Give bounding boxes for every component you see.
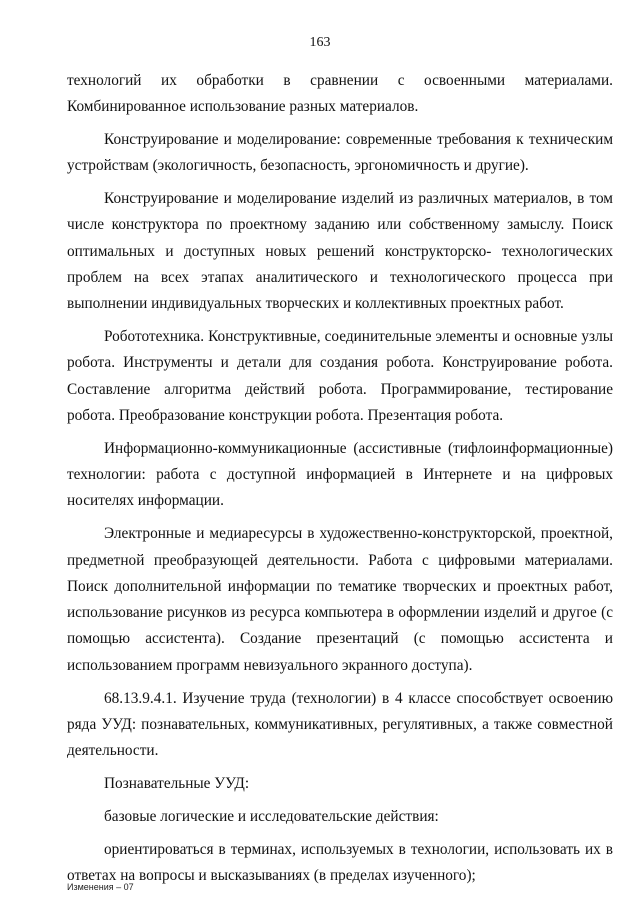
paragraph-basic-logical-actions: базовые логические и исследовательские действия: [104,807,439,825]
footer-note: Изменения – 07 [67,882,134,892]
paragraph-cognitive-uud: Познавательные УУД: [104,774,250,792]
paragraph-section-68-13-9-4-1: 68.13.9.4.1. Изучение труда (технологии) в 4 классе способствует освоению ряда УУД: познавательных, коммуникативных, регулятивных, а также совместной деятельности. [67,689,613,760]
paragraph-ict: Информационно-коммуникационные (ассистивные (тифлоинформационные) технологии: работа с доступной информацией в Интернете и на цифровых носителях информации. [67,439,613,510]
document-body [67,68,613,896]
paragraph-design-modeling: Конструирование и моделирование изделий из различных материалов, в том числе конструктора по проектному заданию или собственному замыслу. Поиск оптимальных и доступных новых решений конструкторско- технологических проблем на всех этапах аналитического и технологического процесса при выполнении индивидуальных творческих и коллективных проектных работ. [67,190,613,313]
paragraph-robotics: Робототехника. Конструктивные, соединительные элементы и основные узлы робота. Инструменты и детали для создания робота. Конструирование робота. Составление алгоритма действий робота. Программирование, тестирование робота. Преобразование конструкции робота. Презентация робота. [67,328,613,425]
paragraph-media-resources: Электронные и медиаресурсы в художественно-конструкторской, проектной, предметной преобразующей деятельности. Работа с цифровыми материалами. Поиск дополнительной информации по тематике творческих и проектных работ, использование рисунков из ресурса компьютера в оформлении изделий и другое (с помощью ассистента). Создание презентаций (с помощью ассистента и использованием программ невизуального экранного доступа). [67,525,613,674]
paragraph-terms-orientation: ориентироваться в терминах, используемых в технологии, использовать их в ответах на вопросы и высказываниях (в пределах изученного); [67,840,613,884]
page-number: 163 [309,35,331,50]
paragraph-materials-continuation: технологий их обработки в сравнении с освоенными материалами. Комбинированное использование разных материалов. [67,72,613,116]
paragraph-design-requirements: Конструирование и моделирование: современные требования к техническим устройствам (экологичность, безопасность, эргономичность и другие). [67,131,613,175]
